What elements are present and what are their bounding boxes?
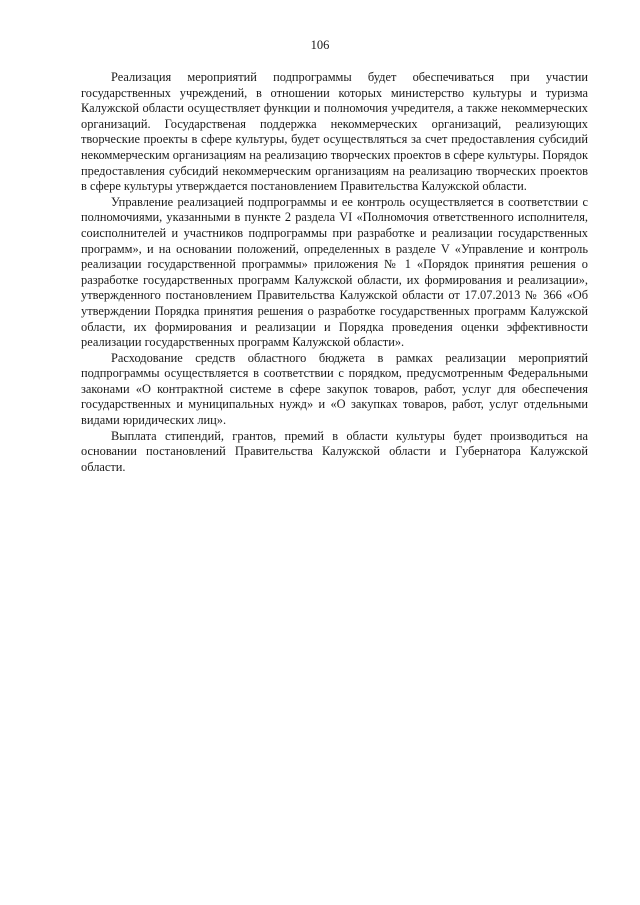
- document-body: [81, 70, 588, 475]
- page-number: 106: [310, 38, 330, 52]
- paragraph-subprogram-management: Управление реализацией подпрограммы и ее контроль осуществляется в соответствии с полномочиями, указанными в пункте 2 раздела VI «Полномочия ответственного исполнителя, соисполнителей и участников подпрограммы при разработке и реализации государственных программ», и на основании положений, определенных в разделе V «Управление и контроль реализации государственной программы» приложения № 1 «Порядок принятия решения о разработке государственных программ Калужской области, их формирования и реализации», утвержденного постановлением Правительства Калужской области от 17.07.2013 № 366 «Об утверждении Порядка принятия решения о разработке государственных программ Калужской области, их формирования и реализации и Порядка проведения оценки эффективности реализации государственных программ Калужской области».: [81, 194, 588, 350]
- paragraph-budget-spending: Расходование средств областного бюджета в рамках реализации мероприятий подпрограммы осуществляется в соответствии с порядком, предусмотренным Федеральными законами «О контрактной системе в сфере закупок товаров, работ, услуг для обеспечения государственных и муниципальных нужд» и «О закупках товаров, работ, услуг отдельными видами юридических лиц».: [81, 350, 588, 428]
- paragraph-grants-payment: Выплата стипендий, грантов, премий в области культуры будет производиться на основании постановлений Правительства Калужской области и Губернатора Калужской области.: [81, 428, 588, 474]
- paragraph-subprogram-implementation: Реализация мероприятий подпрограммы будет обеспечиваться при участии государственных учреждений, в отношении которых министерство культуры и туризма Калужской области осуществляет функции и полномочия учредителя, а также некоммерческих организаций. Государственая поддержка некоммерческих организаций, реализующих творческие проекты в сфере культуры, будет осуществляться за счет предоставления субсидий некоммерческим организациям на реализацию творческих проектов в сфере культуры. Порядок предоставления субсидий некоммерческим организациям на реализацию творческих проектов в сфере культуры утверждается постановлением Правительства Калужской области.: [81, 70, 588, 194]
